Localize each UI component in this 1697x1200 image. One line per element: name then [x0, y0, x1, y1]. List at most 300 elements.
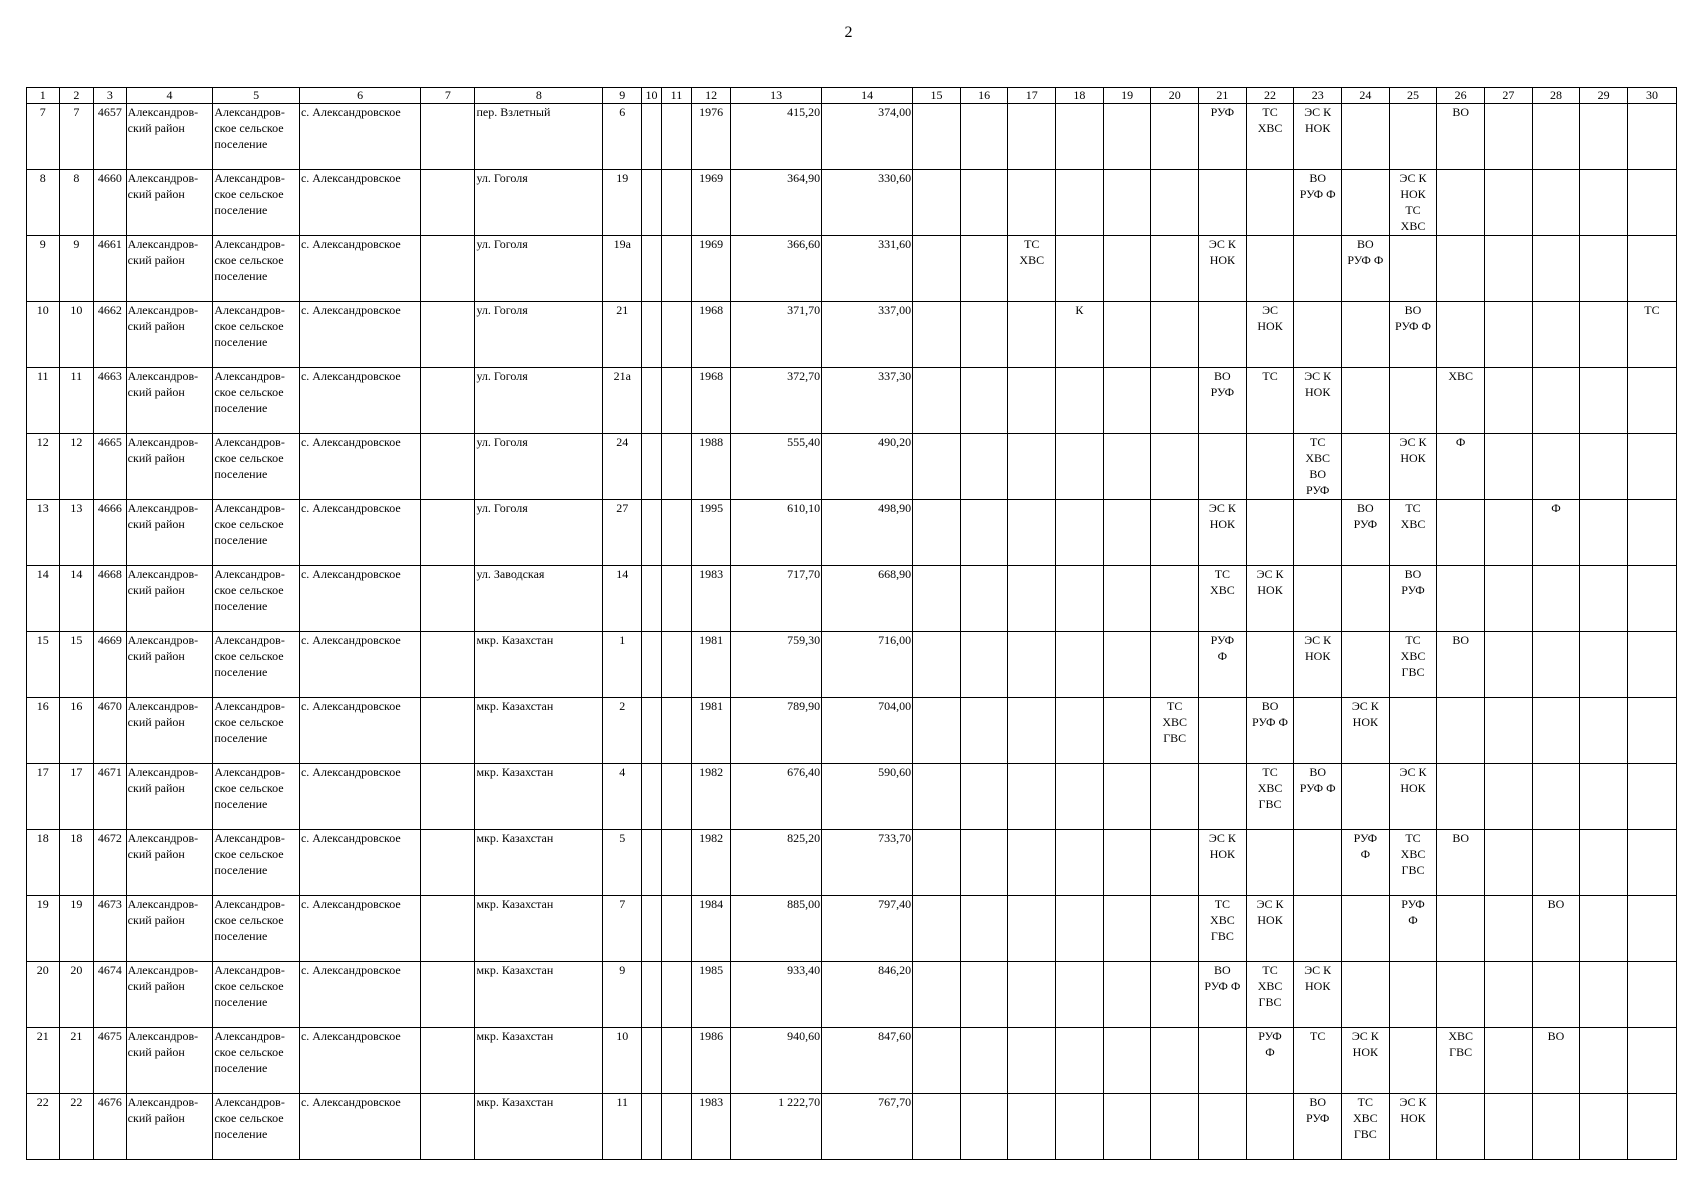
cell-col-14: 716,00 [822, 632, 913, 698]
cell-col-15 [913, 962, 961, 1028]
cell-col-24: ЭС К НОК [1342, 698, 1390, 764]
column-header-9: 9 [603, 88, 642, 104]
cell-col-2: 20 [59, 962, 94, 1028]
cell-col-19 [1103, 368, 1151, 434]
cell-col-30 [1627, 764, 1676, 830]
cell-col-15 [913, 896, 961, 962]
cell-col-30 [1627, 170, 1676, 236]
cell-col-10 [642, 896, 662, 962]
cell-col-24 [1342, 302, 1390, 368]
cell-col-30 [1627, 830, 1676, 896]
column-header-20: 20 [1151, 88, 1199, 104]
cell-col-15 [913, 1028, 961, 1094]
cell-col-6: с. Александровское [299, 302, 420, 368]
cell-col-20 [1151, 434, 1199, 500]
column-header-1: 1 [27, 88, 60, 104]
cell-col-1: 16 [27, 698, 60, 764]
cell-col-29 [1580, 368, 1628, 434]
cell-col-9: 4 [603, 764, 642, 830]
cell-col-3: 4663 [94, 368, 127, 434]
cell-col-19 [1103, 764, 1151, 830]
cell-col-12: 1968 [692, 368, 731, 434]
cell-col-7 [421, 500, 475, 566]
cell-col-12: 1976 [692, 104, 731, 170]
cell-col-8: ул. Гоголя [475, 170, 603, 236]
cell-col-22: ЭС К НОК [1246, 566, 1294, 632]
cell-col-5: Александров-ское сельское поселение [213, 302, 300, 368]
cell-col-21: ТС ХВС [1199, 566, 1247, 632]
cell-col-23 [1294, 698, 1342, 764]
cell-col-22 [1246, 1094, 1294, 1160]
cell-col-11 [661, 170, 691, 236]
cell-col-19 [1103, 830, 1151, 896]
cell-col-9: 19а [603, 236, 642, 302]
cell-col-10 [642, 104, 662, 170]
cell-col-7 [421, 632, 475, 698]
cell-col-14: 331,60 [822, 236, 913, 302]
cell-col-11 [661, 830, 691, 896]
cell-col-2: 16 [59, 698, 94, 764]
cell-col-22 [1246, 236, 1294, 302]
cell-col-20 [1151, 1028, 1199, 1094]
cell-col-7 [421, 302, 475, 368]
cell-col-18 [1056, 500, 1104, 566]
cell-col-21: ЭС К НОК [1199, 236, 1247, 302]
column-header-28: 28 [1532, 88, 1580, 104]
cell-col-14: 733,70 [822, 830, 913, 896]
cell-col-3: 4668 [94, 566, 127, 632]
cell-col-30 [1627, 236, 1676, 302]
cell-col-20 [1151, 764, 1199, 830]
cell-col-29 [1580, 1028, 1628, 1094]
cell-col-1: 12 [27, 434, 60, 500]
cell-col-25: ЭС К НОК ТС ХВС [1389, 170, 1437, 236]
cell-col-2: 14 [59, 566, 94, 632]
cell-col-4: Александров-ский район [126, 830, 213, 896]
cell-col-10 [642, 632, 662, 698]
cell-col-12: 1969 [692, 170, 731, 236]
cell-col-19 [1103, 896, 1151, 962]
cell-col-15 [913, 764, 961, 830]
cell-col-10 [642, 1028, 662, 1094]
cell-col-17 [1008, 632, 1056, 698]
cell-col-21 [1199, 170, 1247, 236]
cell-col-26 [1437, 1094, 1485, 1160]
cell-col-30 [1627, 962, 1676, 1028]
cell-col-10 [642, 698, 662, 764]
cell-col-17 [1008, 698, 1056, 764]
cell-col-1: 9 [27, 236, 60, 302]
cell-col-24: ВО РУФ [1342, 500, 1390, 566]
cell-col-6: с. Александровское [299, 104, 420, 170]
cell-col-9: 6 [603, 104, 642, 170]
cell-col-2: 18 [59, 830, 94, 896]
cell-col-4: Александров-ский район [126, 896, 213, 962]
cell-col-13: 1 222,70 [731, 1094, 822, 1160]
cell-col-7 [421, 698, 475, 764]
cell-col-23 [1294, 896, 1342, 962]
cell-col-12: 1981 [692, 632, 731, 698]
cell-col-22 [1246, 500, 1294, 566]
cell-col-23: ТС ХВС ВО РУФ [1294, 434, 1342, 500]
cell-col-28 [1532, 368, 1580, 434]
cell-col-30 [1627, 434, 1676, 500]
cell-col-16 [960, 104, 1008, 170]
cell-col-10 [642, 764, 662, 830]
cell-col-4: Александров-ский район [126, 236, 213, 302]
cell-col-9: 11 [603, 1094, 642, 1160]
cell-col-4: Александров-ский район [126, 1094, 213, 1160]
cell-col-7 [421, 170, 475, 236]
column-header-2: 2 [59, 88, 94, 104]
cell-col-23: ВО РУФ [1294, 1094, 1342, 1160]
cell-col-16 [960, 962, 1008, 1028]
cell-col-27 [1484, 434, 1532, 500]
cell-col-30 [1627, 104, 1676, 170]
cell-col-26 [1437, 566, 1485, 632]
cell-col-14: 704,00 [822, 698, 913, 764]
column-header-26: 26 [1437, 88, 1485, 104]
cell-col-26: ХВС [1437, 368, 1485, 434]
column-header-8: 8 [475, 88, 603, 104]
cell-col-5: Александров-ское сельское поселение [213, 632, 300, 698]
cell-col-10 [642, 1094, 662, 1160]
cell-col-9: 5 [603, 830, 642, 896]
cell-col-1: 17 [27, 764, 60, 830]
register-table [26, 87, 1677, 1160]
cell-col-26: ВО [1437, 104, 1485, 170]
cell-col-10 [642, 434, 662, 500]
cell-col-19 [1103, 236, 1151, 302]
cell-col-3: 4666 [94, 500, 127, 566]
cell-col-18 [1056, 434, 1104, 500]
cell-col-28 [1532, 962, 1580, 1028]
cell-col-14: 590,60 [822, 764, 913, 830]
cell-col-10 [642, 500, 662, 566]
cell-col-20 [1151, 830, 1199, 896]
cell-col-8: ул. Гоголя [475, 302, 603, 368]
column-header-27: 27 [1484, 88, 1532, 104]
cell-col-24 [1342, 962, 1390, 1028]
cell-col-8: мкр. Казахстан [475, 962, 603, 1028]
cell-col-20 [1151, 566, 1199, 632]
cell-col-15 [913, 632, 961, 698]
table-row [27, 368, 1677, 434]
cell-col-24: ТС ХВС ГВС [1342, 1094, 1390, 1160]
cell-col-17 [1008, 830, 1056, 896]
cell-col-20 [1151, 500, 1199, 566]
cell-col-19 [1103, 566, 1151, 632]
cell-col-25: РУФ Ф [1389, 896, 1437, 962]
cell-col-20: ТС ХВС ГВС [1151, 698, 1199, 764]
column-header-7: 7 [421, 88, 475, 104]
cell-col-7 [421, 1028, 475, 1094]
cell-col-28 [1532, 170, 1580, 236]
cell-col-17 [1008, 1094, 1056, 1160]
cell-col-1: 8 [27, 170, 60, 236]
table-row [27, 896, 1677, 962]
cell-col-28 [1532, 632, 1580, 698]
cell-col-3: 4657 [94, 104, 127, 170]
cell-col-26 [1437, 302, 1485, 368]
column-header-12: 12 [692, 88, 731, 104]
cell-col-29 [1580, 1094, 1628, 1160]
cell-col-6: с. Александровское [299, 566, 420, 632]
cell-col-8: мкр. Казахстан [475, 632, 603, 698]
cell-col-3: 4662 [94, 302, 127, 368]
cell-col-9: 21 [603, 302, 642, 368]
cell-col-16 [960, 434, 1008, 500]
cell-col-24: ЭС К НОК [1342, 1028, 1390, 1094]
cell-col-11 [661, 962, 691, 1028]
cell-col-19 [1103, 962, 1151, 1028]
cell-col-7 [421, 368, 475, 434]
cell-col-18 [1056, 1094, 1104, 1160]
cell-col-12: 1982 [692, 830, 731, 896]
cell-col-3: 4661 [94, 236, 127, 302]
cell-col-21 [1199, 1028, 1247, 1094]
column-header-19: 19 [1103, 88, 1151, 104]
cell-col-9: 24 [603, 434, 642, 500]
cell-col-9: 10 [603, 1028, 642, 1094]
cell-col-18 [1056, 962, 1104, 1028]
column-header-30: 30 [1627, 88, 1676, 104]
cell-col-11 [661, 500, 691, 566]
cell-col-1: 18 [27, 830, 60, 896]
cell-col-13: 371,70 [731, 302, 822, 368]
cell-col-14: 767,70 [822, 1094, 913, 1160]
cell-col-18 [1056, 368, 1104, 434]
cell-col-29 [1580, 962, 1628, 1028]
cell-col-9: 7 [603, 896, 642, 962]
cell-col-22: ЭС НОК [1246, 302, 1294, 368]
cell-col-27 [1484, 830, 1532, 896]
cell-col-5: Александров-ское сельское поселение [213, 104, 300, 170]
cell-col-19 [1103, 698, 1151, 764]
cell-col-25: ЭС К НОК [1389, 1094, 1437, 1160]
cell-col-15 [913, 170, 961, 236]
cell-col-4: Александров-ский район [126, 632, 213, 698]
cell-col-15 [913, 698, 961, 764]
cell-col-10 [642, 302, 662, 368]
cell-col-9: 27 [603, 500, 642, 566]
cell-col-30 [1627, 632, 1676, 698]
cell-col-2: 12 [59, 434, 94, 500]
cell-col-5: Александров-ское сельское поселение [213, 434, 300, 500]
cell-col-17 [1008, 764, 1056, 830]
cell-col-29 [1580, 896, 1628, 962]
cell-col-4: Александров-ский район [126, 764, 213, 830]
cell-col-4: Александров-ский район [126, 104, 213, 170]
cell-col-8: ул. Заводская [475, 566, 603, 632]
cell-col-16 [960, 500, 1008, 566]
cell-col-8: мкр. Казахстан [475, 1094, 603, 1160]
cell-col-7 [421, 830, 475, 896]
cell-col-20 [1151, 632, 1199, 698]
cell-col-6: с. Александровское [299, 698, 420, 764]
cell-col-22: РУФ Ф [1246, 1028, 1294, 1094]
cell-col-5: Александров-ское сельское поселение [213, 170, 300, 236]
cell-col-8: ул. Гоголя [475, 368, 603, 434]
cell-col-1: 21 [27, 1028, 60, 1094]
cell-col-11 [661, 1094, 691, 1160]
cell-col-10 [642, 368, 662, 434]
cell-col-15 [913, 368, 961, 434]
cell-col-24 [1342, 170, 1390, 236]
cell-col-21: ВО РУФ Ф [1199, 962, 1247, 1028]
cell-col-16 [960, 170, 1008, 236]
cell-col-14: 337,30 [822, 368, 913, 434]
cell-col-3: 4671 [94, 764, 127, 830]
cell-col-19 [1103, 302, 1151, 368]
cell-col-3: 4673 [94, 896, 127, 962]
cell-col-11 [661, 632, 691, 698]
cell-col-13: 789,90 [731, 698, 822, 764]
cell-col-21 [1199, 302, 1247, 368]
cell-col-2: 13 [59, 500, 94, 566]
cell-col-11 [661, 368, 691, 434]
table-row [27, 566, 1677, 632]
cell-col-6: с. Александровское [299, 830, 420, 896]
cell-col-18 [1056, 566, 1104, 632]
cell-col-3: 4670 [94, 698, 127, 764]
cell-col-26 [1437, 170, 1485, 236]
cell-col-6: с. Александровское [299, 500, 420, 566]
cell-col-17 [1008, 500, 1056, 566]
cell-col-10 [642, 170, 662, 236]
cell-col-2: 22 [59, 1094, 94, 1160]
cell-col-6: с. Александровское [299, 962, 420, 1028]
cell-col-1: 20 [27, 962, 60, 1028]
cell-col-28 [1532, 104, 1580, 170]
cell-col-15 [913, 302, 961, 368]
cell-col-8: мкр. Казахстан [475, 830, 603, 896]
cell-col-1: 13 [27, 500, 60, 566]
cell-col-17: ТС ХВС [1008, 236, 1056, 302]
cell-col-6: с. Александровское [299, 1094, 420, 1160]
cell-col-11 [661, 236, 691, 302]
cell-col-13: 940,60 [731, 1028, 822, 1094]
column-header-18: 18 [1056, 88, 1104, 104]
cell-col-12: 1968 [692, 302, 731, 368]
cell-col-14: 330,60 [822, 170, 913, 236]
cell-col-26: Ф [1437, 434, 1485, 500]
cell-col-20 [1151, 896, 1199, 962]
cell-col-5: Александров-ское сельское поселение [213, 500, 300, 566]
cell-col-21: ВО РУФ [1199, 368, 1247, 434]
column-header-15: 15 [913, 88, 961, 104]
cell-col-25 [1389, 962, 1437, 1028]
cell-col-23 [1294, 500, 1342, 566]
cell-col-18 [1056, 170, 1104, 236]
cell-col-6: с. Александровское [299, 434, 420, 500]
cell-col-25: ТС ХВС ГВС [1389, 830, 1437, 896]
cell-col-29 [1580, 104, 1628, 170]
cell-col-27 [1484, 500, 1532, 566]
cell-col-28 [1532, 830, 1580, 896]
cell-col-27 [1484, 566, 1532, 632]
cell-col-24 [1342, 566, 1390, 632]
cell-col-21: ЭС К НОК [1199, 500, 1247, 566]
cell-col-15 [913, 566, 961, 632]
cell-col-24 [1342, 104, 1390, 170]
cell-col-21 [1199, 698, 1247, 764]
cell-col-30 [1627, 896, 1676, 962]
cell-col-17 [1008, 896, 1056, 962]
cell-col-11 [661, 698, 691, 764]
cell-col-27 [1484, 962, 1532, 1028]
cell-col-27 [1484, 764, 1532, 830]
cell-col-15 [913, 104, 961, 170]
cell-col-21 [1199, 434, 1247, 500]
cell-col-14: 498,90 [822, 500, 913, 566]
cell-col-29 [1580, 236, 1628, 302]
cell-col-13: 372,70 [731, 368, 822, 434]
cell-col-22: ТС ХВС ГВС [1246, 764, 1294, 830]
cell-col-28 [1532, 236, 1580, 302]
cell-col-13: 676,40 [731, 764, 822, 830]
cell-col-4: Александров-ский район [126, 170, 213, 236]
cell-col-18 [1056, 632, 1104, 698]
cell-col-25: ТС ХВС ГВС [1389, 632, 1437, 698]
cell-col-28: ВО [1532, 896, 1580, 962]
cell-col-2: 11 [59, 368, 94, 434]
cell-col-13: 610,10 [731, 500, 822, 566]
cell-col-14: 337,00 [822, 302, 913, 368]
column-header-6: 6 [299, 88, 420, 104]
table-row [27, 962, 1677, 1028]
cell-col-10 [642, 566, 662, 632]
column-header-25: 25 [1389, 88, 1437, 104]
cell-col-6: с. Александровское [299, 236, 420, 302]
cell-col-12: 1984 [692, 896, 731, 962]
cell-col-2: 17 [59, 764, 94, 830]
cell-col-5: Александров-ское сельское поселение [213, 1094, 300, 1160]
table-row [27, 302, 1677, 368]
cell-col-13: 885,00 [731, 896, 822, 962]
cell-col-4: Александров-ский район [126, 434, 213, 500]
column-header-14: 14 [822, 88, 913, 104]
cell-col-16 [960, 1028, 1008, 1094]
cell-col-24 [1342, 368, 1390, 434]
cell-col-28 [1532, 302, 1580, 368]
cell-col-10 [642, 962, 662, 1028]
column-header-3: 3 [94, 88, 127, 104]
cell-col-14: 846,20 [822, 962, 913, 1028]
cell-col-1: 10 [27, 302, 60, 368]
table-row [27, 170, 1677, 236]
cell-col-6: с. Александровское [299, 764, 420, 830]
cell-col-13: 933,40 [731, 962, 822, 1028]
column-header-5: 5 [213, 88, 300, 104]
cell-col-14: 490,20 [822, 434, 913, 500]
cell-col-11 [661, 764, 691, 830]
cell-col-18 [1056, 896, 1104, 962]
cell-col-8: пер. Взлетный [475, 104, 603, 170]
cell-col-12: 1986 [692, 1028, 731, 1094]
cell-col-18 [1056, 236, 1104, 302]
header-row [27, 88, 1677, 104]
cell-col-26 [1437, 236, 1485, 302]
column-header-23: 23 [1294, 88, 1342, 104]
cell-col-23 [1294, 236, 1342, 302]
cell-col-24 [1342, 764, 1390, 830]
cell-col-29 [1580, 434, 1628, 500]
table-row [27, 830, 1677, 896]
cell-col-4: Александров-ский район [126, 500, 213, 566]
cell-col-19 [1103, 1094, 1151, 1160]
cell-col-20 [1151, 302, 1199, 368]
